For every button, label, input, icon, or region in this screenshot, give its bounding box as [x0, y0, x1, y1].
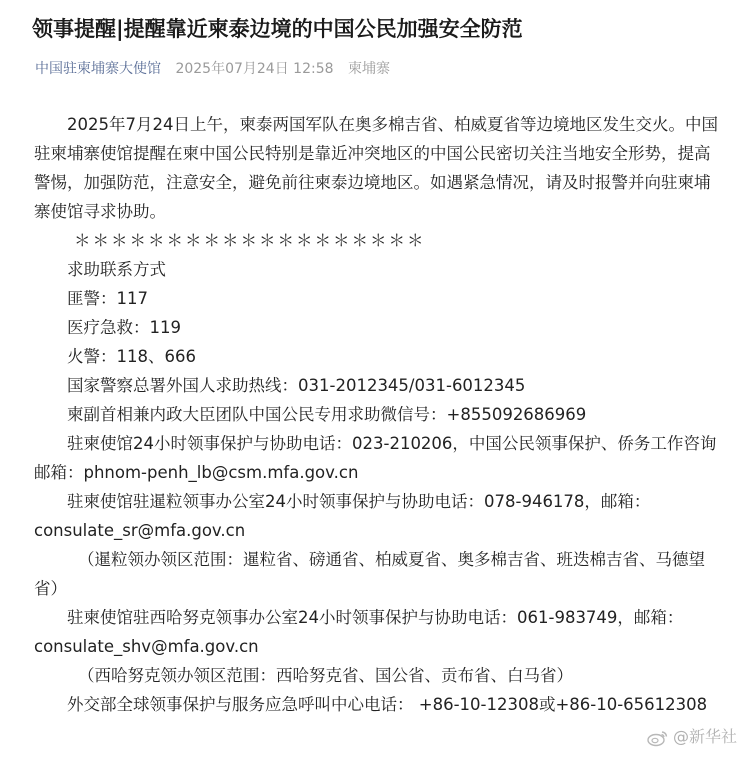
- weibo-icon: [647, 729, 669, 747]
- foreigner-hotline-line: 国家警察总署外国人求助热线：031-2012345/031-6012345: [67, 376, 526, 395]
- contact-title: 求助联系方式: [67, 260, 166, 279]
- intro-paragraph: 2025年7月24日上午，柬泰两国军队在奥多棉吉省、柏威夏省等边境地区发生交火。中国驻柬埔寨使馆提醒在柬中国公民特别是靠近冲突地区的中国公民密切关注当地安全形势，提高警惕，加强防范，注意安全，避免前往柬泰边境地区。如遇紧急情况，请及时报警并向驻柬埔寨使馆寻求协助。: [34, 115, 718, 221]
- article-meta: [35, 58, 390, 80]
- article-body: [34, 110, 724, 719]
- embassy-line: 驻柬使馆24小时领事保护与协助电话：023-210206，中国公民领事保护、侨务工作咨询邮箱：phnom-penh_lb@csm.mfa.gov.cn: [34, 434, 717, 482]
- publish-location: 柬埔寨: [347, 61, 390, 77]
- siem-reap-area-line: （暹粒领办领区范围：暹粒省、磅通省、柏威夏省、奥多棉吉省、班迭棉吉省、马德望省）: [34, 550, 705, 598]
- watermark-text: @新华社: [672, 727, 737, 746]
- fire-line: 火警：118、666: [67, 347, 196, 366]
- publish-datetime: 2025年07月24日 12:58: [175, 61, 334, 77]
- sihanoukville-line: 驻柬使馆驻西哈努克领事办公室24小时领事保护与协助电话：061-983749，邮箱：consulate_shv@mfa.gov.cn: [34, 608, 684, 656]
- separator-stars: ＊＊＊＊＊＊＊＊＊＊＊＊＊＊＊＊＊＊＊: [74, 231, 426, 250]
- mfa-hotline-line: 外交部全球领事保护与服务应急呼叫中心电话： +86-10-12308或+86-10-65612308: [67, 695, 708, 714]
- xinhua-watermark: [647, 724, 737, 747]
- police-line: 匪警：117: [67, 289, 148, 308]
- siem-reap-line: 驻柬使馆驻暹粒领事办公室24小时领事保护与协助电话：078-946178，邮箱：consulate_sr@mfa.gov.cn: [34, 492, 651, 540]
- ambulance-line: 医疗急救：119: [67, 318, 181, 337]
- sihanoukville-area-line: （西哈努克领办领区范围：西哈努克省、国公省、贡布省、白马省）: [78, 666, 573, 685]
- article-title: 领事提醒|提醒靠近柬泰边境的中国公民加强安全防范: [32, 17, 523, 41]
- source-account-link[interactable]: 中国驻柬埔寨大使馆: [35, 61, 161, 77]
- wechat-line: 柬副首相兼内政大臣团队中国公民专用求助微信号：+855092686969: [67, 405, 587, 424]
